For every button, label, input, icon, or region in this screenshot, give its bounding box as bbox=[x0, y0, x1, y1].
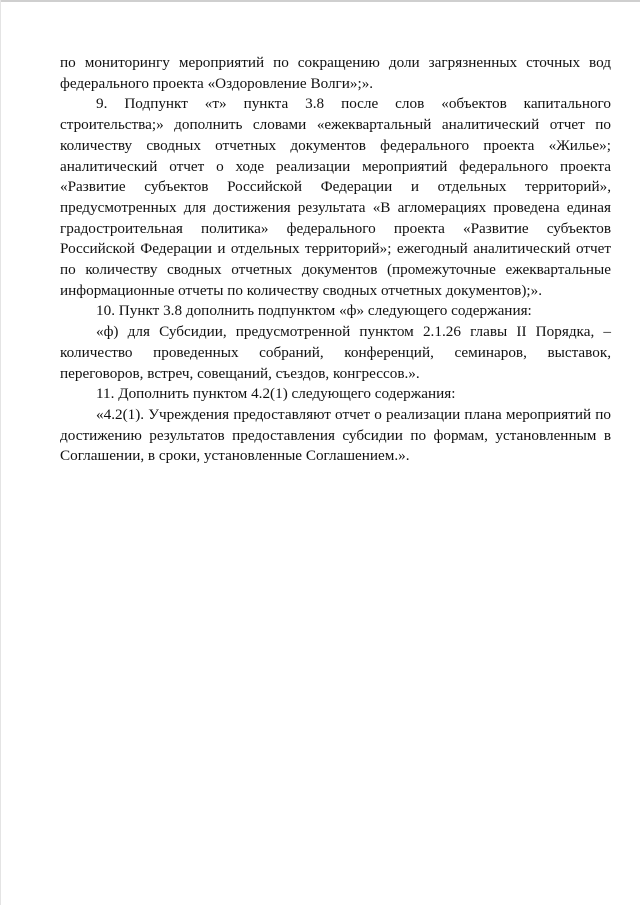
paragraph-item-11: 11. Дополнить пунктом 4.2(1) следующего содержания: bbox=[96, 385, 456, 403]
page-top-edge bbox=[0, 0, 640, 2]
paragraph-item-9: 9. Подпункт «т» пункта 3.8 после слов «объектов капитального строительства;» дополнить словами «ежеквартальный аналитический отчет по количеству сводных отчетных документов федерального проекта «Жилье»; аналитический отчет о ходе реализации мероприятий федерального проекта «Развитие субъектов Российской Федерации и отдельных территорий», предусмотренных для достижения результата «В агломерациях проведена единая градостроительная политика» федерального проекта «Развитие субъектов Российской Федерации и отдельных территорий»; ежегодный аналитический отчет по количеству сводных отчетных документов (промежуточные ежеквартальные информационные отчеты по количеству сводных отчетных документов);». bbox=[60, 95, 611, 299]
paragraph-item-4-2-1: «4.2(1). Учреждения предоставляют отчет о реализации плана мероприятий по достижению результатов предоставления субсидии по формам, установленным в Соглашении, в сроки, установленные Соглашением.». bbox=[60, 405, 611, 465]
paragraph-item-10: 10. Пункт 3.8 дополнить подпунктом «ф» следующего содержания: bbox=[96, 302, 532, 320]
document-body bbox=[60, 53, 611, 467]
paragraph-continuation: по мониторингу мероприятий по сокращению доли загрязненных сточных вод федерального проекта «Оздоровление Волги»;». bbox=[60, 54, 611, 92]
paragraph-subitem-f: «ф) для Субсидии, предусмотренной пунктом 2.1.26 главы II Порядка, – количество проведенных собраний, конференций, семинаров, выставок, переговоров, встреч, совещаний, съездов, конгрессов.». bbox=[60, 323, 611, 382]
page-left-edge bbox=[0, 0, 1, 905]
